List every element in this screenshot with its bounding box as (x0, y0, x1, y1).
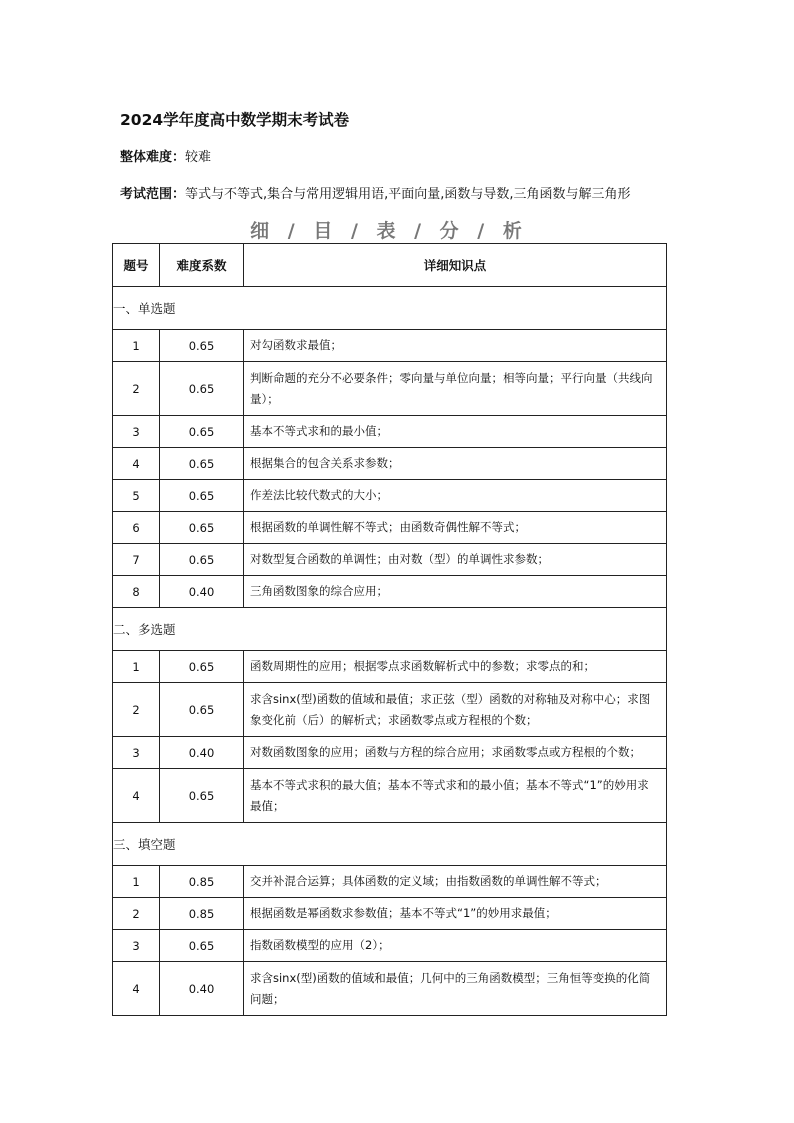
question-number: 1 (113, 330, 160, 362)
table-row (113, 898, 667, 930)
difficulty-coefficient: 0.65 (160, 544, 244, 576)
table-caption: 细 / 目 / 表 / 分 / 析 (250, 220, 528, 242)
exam-scope-line (120, 183, 631, 202)
difficulty-coefficient: 0.65 (160, 330, 244, 362)
table-row (113, 866, 667, 898)
difficulty-value: 较难 (185, 150, 212, 165)
difficulty-coefficient: 0.40 (160, 962, 244, 1016)
knowledge-points: 作差法比较代数式的大小； (244, 480, 667, 512)
table-row (113, 362, 667, 416)
table-row (113, 576, 667, 608)
difficulty-coefficient: 0.40 (160, 737, 244, 769)
header-knowledge: 详细知识点 (244, 244, 667, 287)
question-number: 7 (113, 544, 160, 576)
table-row (113, 930, 667, 962)
table-row (113, 448, 667, 480)
question-number: 4 (113, 769, 160, 823)
table-row (113, 737, 667, 769)
section-row (113, 608, 667, 651)
difficulty-line (120, 146, 211, 165)
knowledge-points: 求含sinx(型)函数的值域和最值；求正弦（型）函数的对称轴及对称中心；求图象变化前（后）的解析式；求函数零点或方程根的个数； (244, 683, 667, 737)
question-number: 1 (113, 651, 160, 683)
table-row (113, 962, 667, 1016)
difficulty-coefficient: 0.65 (160, 651, 244, 683)
section-row (113, 287, 667, 330)
knowledge-points: 函数周期性的应用；根据零点求函数解析式中的参数；求零点的和； (244, 651, 667, 683)
question-number: 2 (113, 898, 160, 930)
table-row (113, 544, 667, 576)
knowledge-points: 基本不等式求积的最大值；基本不等式求和的最小值；基本不等式“1”的妙用求最值； (244, 769, 667, 823)
question-number: 5 (113, 480, 160, 512)
difficulty-coefficient: 0.65 (160, 769, 244, 823)
difficulty-coefficient: 0.85 (160, 898, 244, 930)
table-row (113, 769, 667, 823)
difficulty-coefficient: 0.40 (160, 576, 244, 608)
section-row (113, 823, 667, 866)
difficulty-coefficient: 0.85 (160, 866, 244, 898)
knowledge-points: 求含sinx(型)函数的值域和最值；几何中的三角函数模型；三角恒等变换的化简问题； (244, 962, 667, 1016)
difficulty-coefficient: 0.65 (160, 512, 244, 544)
table-row (113, 651, 667, 683)
exam-scope-label: 考试范围： (120, 187, 186, 202)
knowledge-points: 三角函数图象的综合应用； (244, 576, 667, 608)
question-number: 6 (113, 512, 160, 544)
table-row (113, 416, 667, 448)
difficulty-coefficient: 0.65 (160, 930, 244, 962)
difficulty-coefficient: 0.65 (160, 683, 244, 737)
knowledge-points: 基本不等式求和的最小值； (244, 416, 667, 448)
table-row (113, 512, 667, 544)
difficulty-coefficient: 0.65 (160, 362, 244, 416)
knowledge-detail-table (112, 243, 667, 1016)
difficulty-coefficient: 0.65 (160, 416, 244, 448)
knowledge-points: 对勾函数求最值； (244, 330, 667, 362)
question-number: 4 (113, 448, 160, 480)
knowledge-points: 对数函数图象的应用；函数与方程的综合应用；求函数零点或方程根的个数； (244, 737, 667, 769)
section-title: 一、单选题 (113, 287, 667, 330)
knowledge-points: 交并补混合运算；具体函数的定义域；由指数函数的单调性解不等式； (244, 866, 667, 898)
knowledge-points: 对数型复合函数的单调性；由对数（型）的单调性求参数； (244, 544, 667, 576)
question-number: 2 (113, 362, 160, 416)
question-number: 3 (113, 416, 160, 448)
section-title: 二、多选题 (113, 608, 667, 651)
table-row (113, 683, 667, 737)
header-coefficient: 难度系数 (160, 244, 244, 287)
question-number: 2 (113, 683, 160, 737)
knowledge-points: 指数函数模型的应用（2）； (244, 930, 667, 962)
question-number: 8 (113, 576, 160, 608)
difficulty-coefficient: 0.65 (160, 480, 244, 512)
question-number: 3 (113, 737, 160, 769)
difficulty-coefficient: 0.65 (160, 448, 244, 480)
question-number: 3 (113, 930, 160, 962)
table-row (113, 480, 667, 512)
table-header-row (113, 244, 667, 287)
header-number: 题号 (113, 244, 160, 287)
question-number: 1 (113, 866, 160, 898)
knowledge-points: 根据函数的单调性解不等式；由函数奇偶性解不等式； (244, 512, 667, 544)
table-row (113, 330, 667, 362)
document-title: 2024学年度高中数学期末考试卷 (120, 111, 350, 129)
knowledge-points: 根据函数是幂函数求参数值；基本不等式“1”的妙用求最值； (244, 898, 667, 930)
question-number: 4 (113, 962, 160, 1016)
knowledge-points: 根据集合的包含关系求参数； (244, 448, 667, 480)
difficulty-label: 整体难度： (120, 150, 186, 165)
knowledge-points: 判断命题的充分不必要条件；零向量与单位向量；相等向量；平行向量（共线向量）； (244, 362, 667, 416)
section-title: 三、填空题 (113, 823, 667, 866)
exam-scope-value: 等式与不等式,集合与常用逻辑用语,平面向量,函数与导数,三角函数与解三角形 (185, 187, 631, 202)
